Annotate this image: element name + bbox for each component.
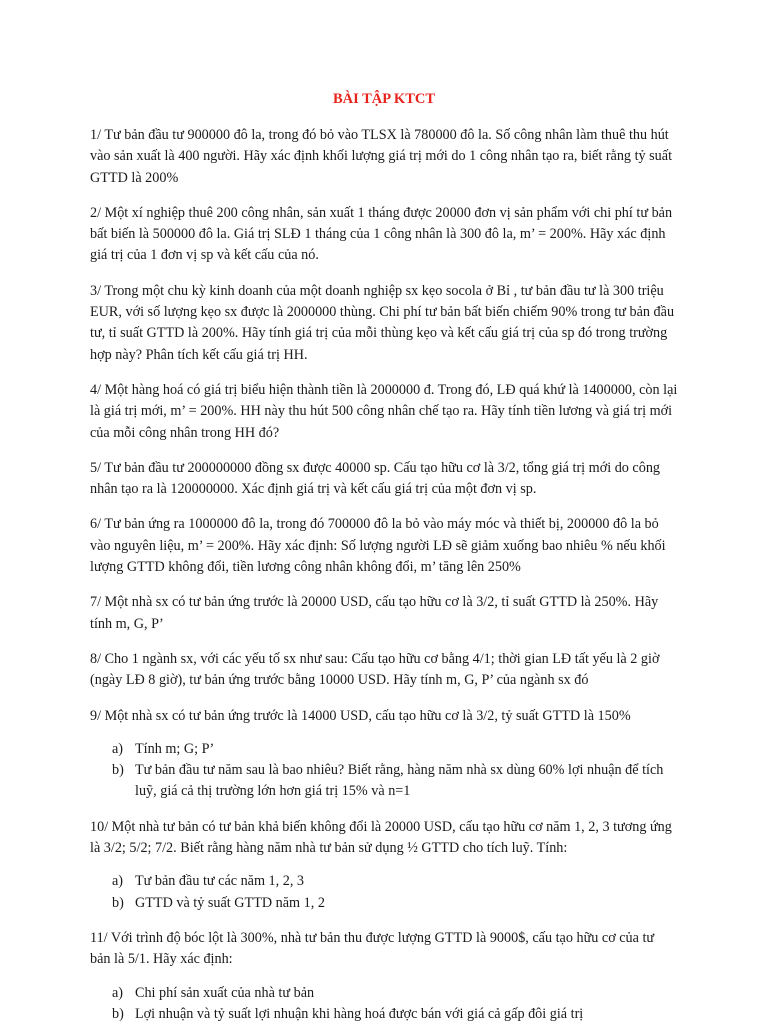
exercise-9: 9/ Một nhà sx có tư bản ứng trước là 14000 USD, cấu tạo hữu cơ là 3/2, tỷ suất GTTD là 150% [90, 706, 678, 727]
exercise-10-item-a [112, 871, 678, 892]
exercise-11: 11/ Với trình độ bóc lột là 300%, nhà tư bản thu được lượng GTTD là 9000$, cấu tạo hữu cơ của tư bản là 5/1. Hãy xác định: [90, 928, 678, 971]
exercise-5: 5/ Tư bản đầu tư 200000000 đồng sx được 40000 sp. Cấu tạo hữu cơ là 3/2, tổng giá trị mới do công nhân tạo ra là 120000000. Xác định giá trị và kết cấu giá trị của một đơn vị sp. [90, 458, 678, 501]
exercise-11-subitems [90, 983, 678, 1025]
exercise-9-item-b [112, 760, 678, 803]
list-marker: b) [112, 1004, 124, 1025]
exercise-9-item-a [112, 739, 678, 760]
list-item-text: Tính m; G; P’ [135, 741, 214, 757]
list-item-text: GTTD và tỷ suất GTTD năm 1, 2 [135, 895, 325, 911]
exercise-2: 2/ Một xí nghiệp thuê 200 công nhân, sản xuất 1 tháng được 20000 đơn vị sản phẩm với chi phí tư bản bất biến là 500000 đô la. Giá trị SLĐ 1 tháng của 1 công nhân là 300 đô la, m’ = 200%. Hãy xác định giá trị của 1 đơn vị sp và kết cấu của nó. [90, 203, 678, 267]
exercise-10-item-b [112, 893, 678, 914]
exercise-11-item-b [112, 1004, 678, 1025]
list-marker: a) [112, 983, 123, 1004]
list-item-text: Chi phí sản xuất của nhà tư bản [135, 985, 314, 1001]
exercise-4: 4/ Một hàng hoá có giá trị biểu hiện thành tiền là 2000000 đ. Trong đó, LĐ quá khứ là 1400000, còn lại là giá trị mới, m’ = 200%. HH này thu hút 500 công nhân chế tạo ra. Hãy tính tiền lương và giá trị mới của mỗi công nhân trong HH đó? [90, 380, 678, 444]
exercise-11-item-a [112, 983, 678, 1004]
exercise-6: 6/ Tư bản ứng ra 1000000 đô la, trong đó 700000 đô la bỏ vào máy móc và thiết bị, 200000 đô la bỏ vào nguyên liệu, m’ = 200%. Hãy xác định: Số lượng người LĐ sẽ giảm xuống bao nhiêu % nếu khối lượng GTTD không đổi, tiền lương công nhân không đổi, m’ tăng lên 250% [90, 514, 678, 578]
exercise-3: 3/ Trong một chu kỳ kinh doanh của một doanh nghiệp sx kẹo socola ở Bỉ , tư bản đầu tư là 300 triệu EUR, với số lượng kẹo sx được là 2000000 thùng. Chi phí tư bản bất biến chiếm 90% trong tư bản đầu tư, tỉ suất GTTD là 200%. Hãy tính giá trị của mỗi thùng kẹo và kết cấu giá trị của sp đó trong trường hợp này? Phân tích kết cấu giá trị HH. [90, 281, 678, 366]
list-marker: b) [112, 893, 124, 914]
list-item-text: Tư bản đầu tư các năm 1, 2, 3 [135, 873, 304, 889]
exercise-1: 1/ Tư bản đầu tư 900000 đô la, trong đó bỏ vào TLSX là 780000 đô la. Số công nhân làm thuê thu hút vào sản xuất là 400 người. Hãy xác định khối lượng giá trị mới do 1 công nhân tạo ra, biết rằng tỷ suất GTTD là 200% [90, 125, 678, 189]
exercise-9-subitems [90, 739, 678, 803]
exercise-10-subitems [90, 871, 678, 914]
exercise-10: 10/ Một nhà tư bản có tư bản khả biến không đổi là 20000 USD, cấu tạo hữu cơ năm 1, 2, 3 tương ứng là 3/2; 5/2; 7/2. Biết rằng hàng năm nhà tư bản sử dụng ½ GTTD cho tích luỹ. Tính: [90, 817, 678, 860]
document-title: BÀI TẬP KTCT [90, 90, 678, 108]
list-marker: a) [112, 871, 123, 892]
list-item-text: Lợi nhuận và tỷ suất lợi nhuận khi hàng hoá được bán với giá cả gấp đôi giá trị [135, 1006, 583, 1022]
list-marker: b) [112, 760, 124, 781]
list-marker: a) [112, 739, 123, 760]
exercise-7: 7/ Một nhà sx có tư bản ứng trước là 20000 USD, cấu tạo hữu cơ là 3/2, tỉ suất GTTD là 250%. Hãy tính m, G, P’ [90, 592, 678, 635]
exercise-8: 8/ Cho 1 ngành sx, với các yếu tố sx như sau: Cấu tạo hữu cơ bằng 4/1; thời gian LĐ tất yếu là 2 giờ (ngày LĐ 8 giờ), tư bản ứng trước bằng 10000 USD. Hãy tính m, G, P’ của ngành sx đó [90, 649, 678, 692]
list-item-text: Tư bản đầu tư năm sau là bao nhiêu? Biết rằng, hàng năm nhà sx dùng 60% lợi nhuận để tích luỹ, giá cả thị trường lớn hơn giá trị 15% và n=1 [135, 762, 663, 799]
